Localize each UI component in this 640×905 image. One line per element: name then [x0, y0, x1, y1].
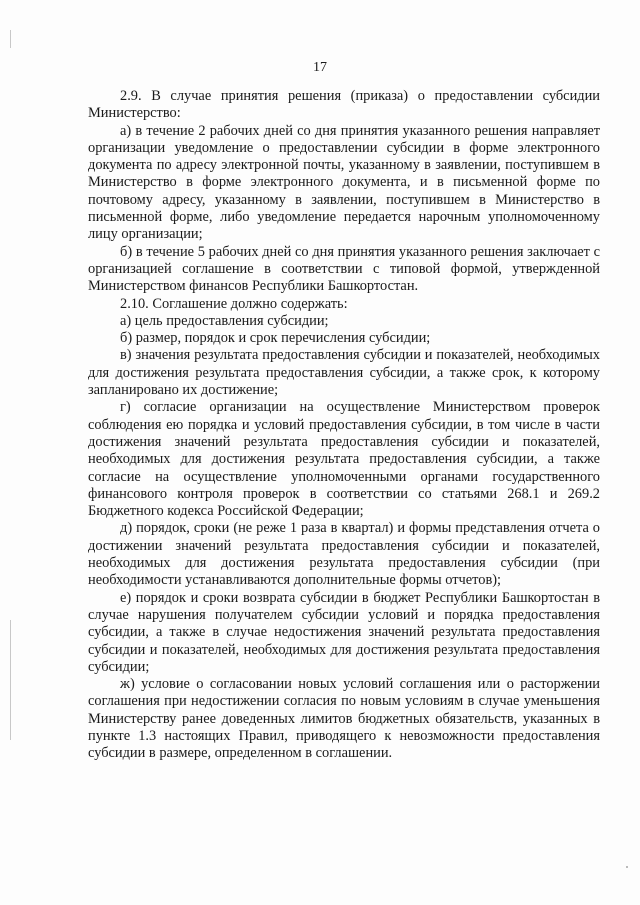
paragraph-2-10-v: в) значения результата предоставления субсидии и показателей, необходимых для достижения результата предоставления субсидии, а также срок, к которому запланировано их достижение;: [88, 347, 600, 399]
scan-artifact: [10, 30, 11, 48]
document-body: [88, 88, 600, 763]
paragraph-2-9-a: а) в течение 2 рабочих дней со дня принятия указанного решения направляет организации уведомление о предоставлении субсидии в форме электронного документа по адресу электронной почты, указанному в заявлении, поступившем в Министерство в форме электронного документа, и в письменной форме по почтовому адресу, указанному в заявлении, поступившем в Министерство в письменной форме, либо уведомление передается нарочным уполномоченному лицу организации;: [88, 122, 600, 243]
paragraph-2-10-zh: ж) условие о согласовании новых условий соглашения или о расторжении соглашения при недостижении согласия по новым условиям в случае уменьшения Министерству ранее доведенных лимитов бюджетных обязательств, указанных в пункте 1.3 настоящих Правил, приводящего к невозможности предоставления субсидии в размере, определенном в соглашении.: [88, 676, 600, 762]
paragraph-2-10-a: а) цель предоставления субсидии;: [120, 312, 329, 329]
paragraph-2-10: 2.10. Соглашение должно содержать:: [120, 295, 348, 312]
paragraph-2-10-g: г) согласие организации на осуществление Министерством проверок соблюдения ею порядка и условий предоставления субсидии, в том числе в части достижения значений результата предоставления субсидии и показателей, необходимых для достижения результата предоставления субсидии, а также согласие на осуществление уполномоченными органами государственного финансового контроля проверок в соответствии со статьями 268.1 и 269.2 Бюджетного кодекса Российской Федерации;: [88, 399, 600, 520]
paragraph-2-9-b: б) в течение 5 рабочих дней со дня принятия указанного решения заключает с организацией соглашение в соответствии с типовой формой, утвержденной Министерством финансов Республики Башкортостан.: [88, 243, 600, 295]
page-number: 17: [313, 60, 327, 75]
paragraph-2-10-d: д) порядок, сроки (не реже 1 раза в квартал) и формы представления отчета о достижении значений результата предоставления субсидии и показателей, необходимых для достижения результата предоставления субсидии (при необходимости устанавливаются дополнительные формы отчетов);: [88, 520, 600, 589]
paragraph-2-10-b: б) размер, порядок и срок перечисления субсидии;: [120, 330, 431, 347]
scan-artifact: [10, 620, 11, 740]
paragraph-2-9: 2.9. В случае принятия решения (приказа) о предоставлении субсидии Министерство:: [88, 88, 600, 122]
scan-artifact: [626, 866, 628, 868]
paragraph-2-10-e: е) порядок и сроки возврата субсидии в бюджет Республики Башкортостан в случае нарушения получателем субсидии условий и порядка предоставления субсидии, а также в случае недостижения значений результата предоставления субсидии и показателей, необходимых для достижения результата предоставления субсидии;: [88, 589, 600, 675]
